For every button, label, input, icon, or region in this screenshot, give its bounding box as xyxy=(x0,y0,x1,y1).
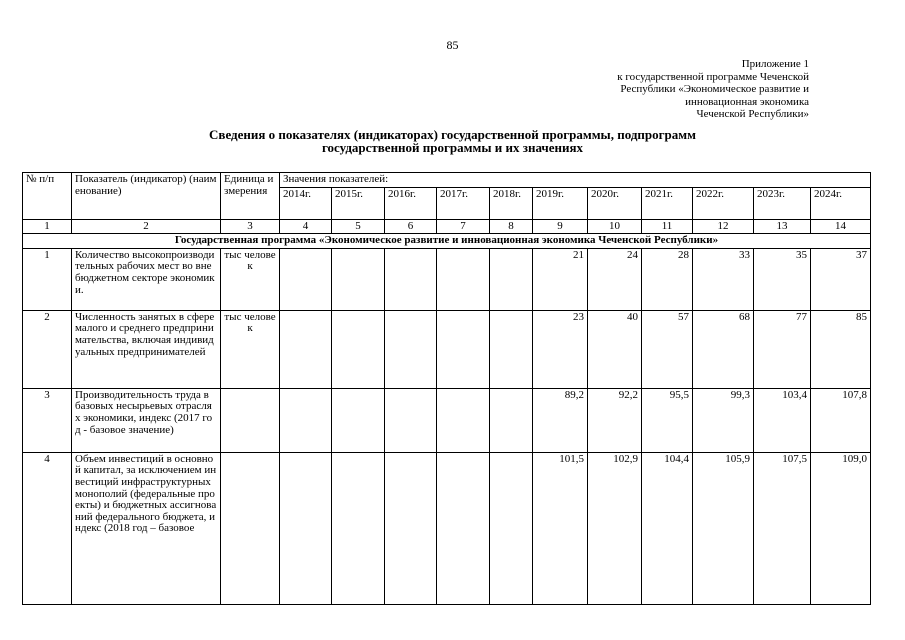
value-cell: 33 xyxy=(693,248,754,310)
value-cell: 40 xyxy=(588,310,642,388)
document-title-line: Сведения о показателях (индикаторах) государственной программы, подпрограмм xyxy=(209,127,696,142)
header-year: 2014г. xyxy=(280,187,332,219)
table-row xyxy=(23,248,871,310)
value-cell xyxy=(332,452,385,604)
value-cell xyxy=(332,388,385,452)
indicator-name: Количество высокопроизводительных рабочих мест во внебюджетном секторе экономики. xyxy=(72,248,221,310)
value-cell xyxy=(385,388,437,452)
column-number: 2 xyxy=(72,219,221,234)
appendix-line: инновационная экономика xyxy=(685,95,809,108)
column-number: 12 xyxy=(693,219,754,234)
appendix-line: к государственной программе Чеченской xyxy=(617,70,809,83)
unit-cell xyxy=(221,388,280,452)
header-unit: Единица измерения xyxy=(221,173,280,220)
row-number: 1 xyxy=(23,248,72,310)
value-cell: 99,3 xyxy=(693,388,754,452)
value-cell: 95,5 xyxy=(642,388,693,452)
value-cell xyxy=(437,452,490,604)
value-cell xyxy=(385,310,437,388)
value-cell: 24 xyxy=(588,248,642,310)
value-cell xyxy=(280,248,332,310)
column-number: 4 xyxy=(280,219,332,234)
value-cell: 21 xyxy=(533,248,588,310)
header-year: 2022г. xyxy=(693,187,754,219)
value-cell xyxy=(437,310,490,388)
value-cell: 104,4 xyxy=(642,452,693,604)
value-cell: 101,5 xyxy=(533,452,588,604)
value-cell xyxy=(490,310,533,388)
value-cell xyxy=(490,452,533,604)
value-cell: 77 xyxy=(754,310,811,388)
value-cell: 68 xyxy=(693,310,754,388)
table-row xyxy=(23,388,871,452)
row-number: 2 xyxy=(23,310,72,388)
column-number: 14 xyxy=(811,219,871,234)
header-indicator: Показатель (индикатор) (наименование) xyxy=(72,173,221,220)
header-year: 2016г. xyxy=(385,187,437,219)
value-cell xyxy=(280,310,332,388)
value-cell xyxy=(385,248,437,310)
appendix-note xyxy=(509,58,809,121)
value-cell xyxy=(490,388,533,452)
value-cell: 103,4 xyxy=(754,388,811,452)
header-row xyxy=(23,173,871,188)
row-number: 4 xyxy=(23,452,72,604)
column-number: 10 xyxy=(588,219,642,234)
header-values-group: Значения показателей: xyxy=(280,173,871,188)
value-cell xyxy=(437,388,490,452)
header-year: 2019г. xyxy=(533,187,588,219)
value-cell xyxy=(490,248,533,310)
appendix-line: Чеченской Республики» xyxy=(696,108,809,121)
header-year: 2018г. xyxy=(490,187,533,219)
value-cell: 57 xyxy=(642,310,693,388)
table-row xyxy=(23,310,871,388)
header-year: 2024г. xyxy=(811,187,871,219)
header-year: 2021г. xyxy=(642,187,693,219)
value-cell: 102,9 xyxy=(588,452,642,604)
column-number: 11 xyxy=(642,219,693,234)
column-number: 9 xyxy=(533,219,588,234)
value-cell: 23 xyxy=(533,310,588,388)
value-cell xyxy=(437,248,490,310)
indicator-name: Объем инвестиций в основной капитал, за исключением инвестиций инфраструктурных монополий (федеральные проекты) и бюджетных ассигнований федерального бюджета, индекс (2018 год – базовое xyxy=(72,452,221,604)
appendix-line: Республики «Экономическое развитие и xyxy=(620,83,809,96)
column-number: 8 xyxy=(490,219,533,234)
column-number: 13 xyxy=(754,219,811,234)
value-cell: 35 xyxy=(754,248,811,310)
column-number: 7 xyxy=(437,219,490,234)
value-cell xyxy=(332,310,385,388)
indicator-name: Производительность труда в базовых несырьевых отраслях экономики, индекс (2017 год - базовое значение) xyxy=(72,388,221,452)
value-cell: 109,0 xyxy=(811,452,871,604)
value-cell: 105,9 xyxy=(693,452,754,604)
table-row xyxy=(23,452,871,604)
column-numbers-row xyxy=(23,219,871,234)
row-number: 3 xyxy=(23,388,72,452)
column-number: 3 xyxy=(221,219,280,234)
indicators-table xyxy=(22,172,871,605)
header-year: 2020г. xyxy=(588,187,642,219)
value-cell xyxy=(385,452,437,604)
value-cell: 37 xyxy=(811,248,871,310)
value-cell: 89,2 xyxy=(533,388,588,452)
value-cell: 92,2 xyxy=(588,388,642,452)
value-cell xyxy=(280,388,332,452)
document-title xyxy=(0,128,905,154)
value-cell xyxy=(332,248,385,310)
value-cell: 107,8 xyxy=(811,388,871,452)
indicator-name: Численность занятых в сфере малого и среднего предпринимательства, включая индивидуальных предпринимателей xyxy=(72,310,221,388)
column-number: 1 xyxy=(23,219,72,234)
value-cell xyxy=(280,452,332,604)
header-year: 2023г. xyxy=(754,187,811,219)
section-row xyxy=(23,234,871,249)
header-no: № п/п xyxy=(23,173,72,220)
header-year: 2015г. xyxy=(332,187,385,219)
section-title: Государственная программа «Экономическое развитие и инновационная экономика Чеченской Республики» xyxy=(23,234,871,249)
header-year: 2017г. xyxy=(437,187,490,219)
unit-cell: тыс человек xyxy=(221,248,280,310)
appendix-line: Приложение 1 xyxy=(741,58,809,70)
unit-cell xyxy=(221,452,280,604)
column-number: 6 xyxy=(385,219,437,234)
value-cell: 107,5 xyxy=(754,452,811,604)
document-title-line: государственной программы и их значениях xyxy=(321,140,584,155)
value-cell: 85 xyxy=(811,310,871,388)
unit-cell: тыс человек xyxy=(221,310,280,388)
column-number: 5 xyxy=(332,219,385,234)
page-number: 85 xyxy=(446,38,459,52)
value-cell: 28 xyxy=(642,248,693,310)
